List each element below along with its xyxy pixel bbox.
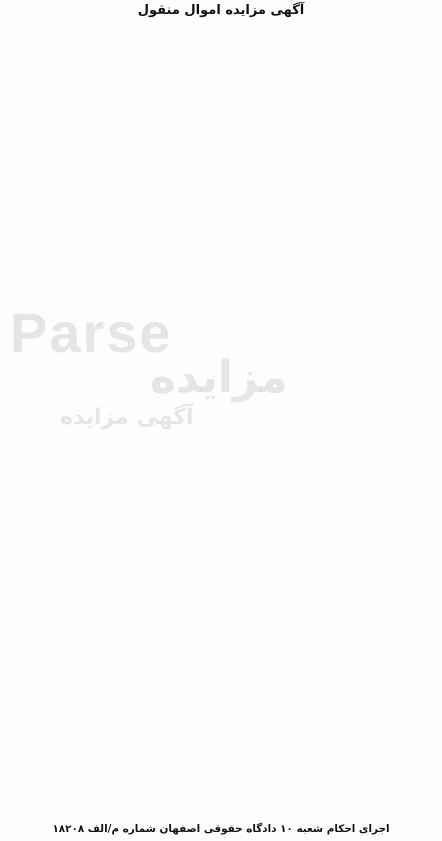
notice-title: آگهی مزایده اموال منقول [137,3,305,18]
watermark-persian: مزایده [150,352,288,403]
watermark-latin: Parse [10,301,173,364]
notice-footer: اجرای احکام شعبه ۱۰ دادگاه حقوقی اصفهان شماره م/الف ۱۸۲۰۸ [52,823,390,835]
watermark-persian-line: آگهی مزایده [60,405,194,430]
notice-body [4,24,438,814]
